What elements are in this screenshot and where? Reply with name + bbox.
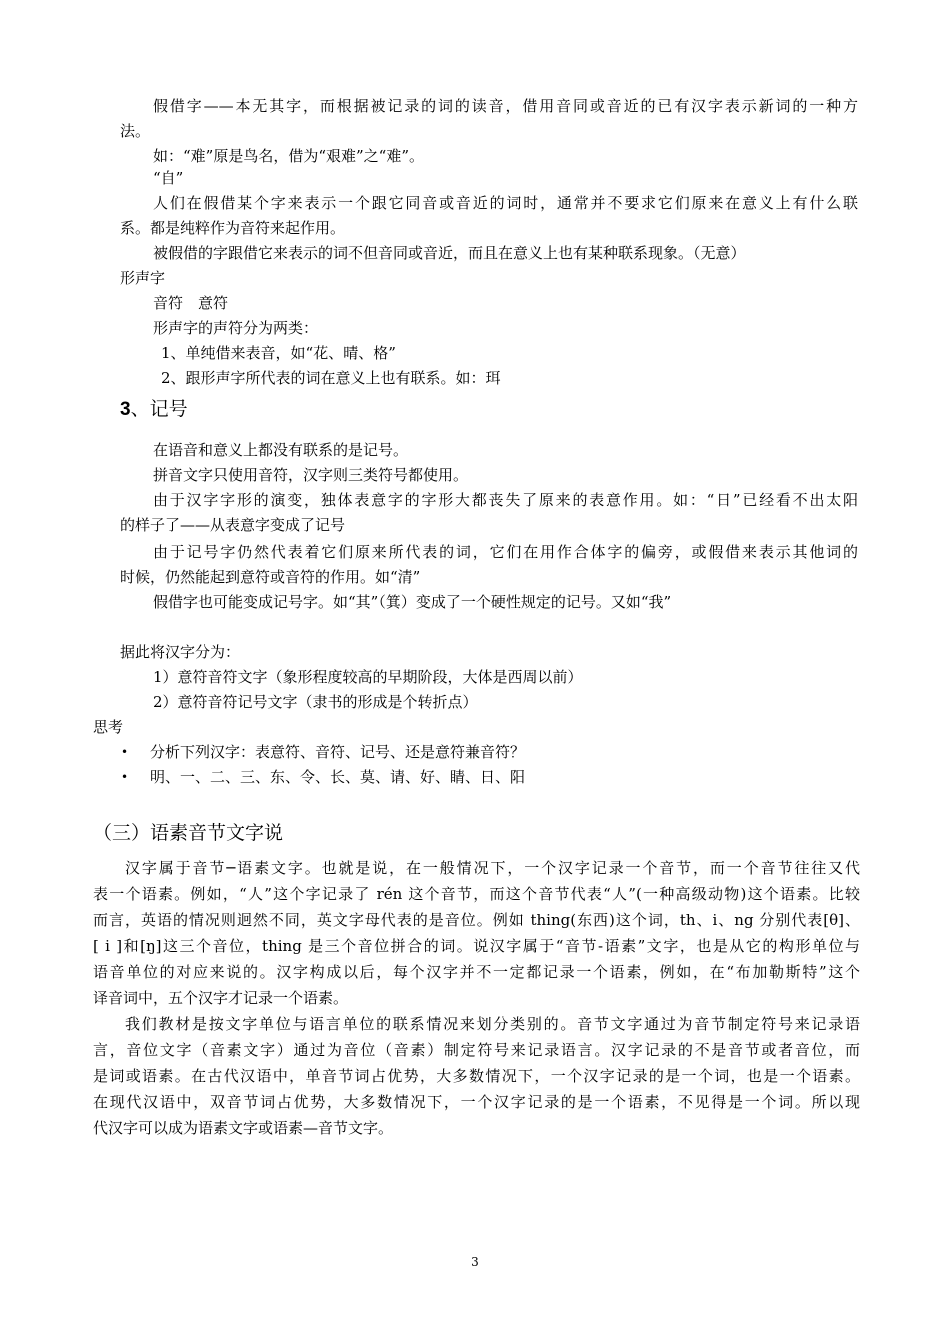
paragraph2-line: 我们教材是按文字单位与语言单位的联系情况来划分类别的。音节文字通过为音节制定符号来记录语 [125,1015,860,1033]
paragraph1-line: [ i ]和[ŋ]这三个音位，thing 是三个音位拼合的词。说汉字属于“音节-语素”文字，也是从它的构形单位与 [93,937,860,955]
fenlei-intro: 据此将汉字分为： [120,643,241,661]
fenlei-item-2: 2）意符音符记号文字（隶书的形成是个转折点） [153,693,478,711]
paragraph1-line: 表一个语素。例如，“人”这个字记录了 rén 这个音节，而这个音节代表“人”(一种高级动物)这个语素。比较 [93,885,860,903]
paragraph1-line: 而言，英语的情况则迥然不同，英文字母代表的是音位。例如 thing(东西)这个词，th、i、ng 分别代表[θ]、 [93,911,860,929]
jihao-heading-number: 3 [120,399,131,420]
jihao-function-line1: 由于记号字仍然代表着它们原来所代表的词，它们在用作合体字的偏旁，或假借来表示其他词的 [153,543,858,561]
jihao-heading-text: 、记号 [130,398,188,420]
jiajie-example: 如：“难”原是鸟名，借为“艰难”之“难”。 [153,147,425,165]
paragraph1-line: 译音词中，五个汉字才记录一个语素。 [93,989,349,1007]
paragraph2-line: 言，音位文字（音素文字）通过为音位（音素）制定符号来记录语言。汉字记录的不是音节或者音位，而 [93,1041,860,1059]
xingsheng-type1: 1、单纯借来表音，如“花、晴、格” [161,344,396,362]
jihao-jiajie-note: 假借字也可能变成记号字。如“其”（箕）变成了一个硬性规定的记号。又如“我” [153,593,672,611]
jihao-function-line2: 时候，仍然能起到意符或音符的作用。如“清” [120,568,421,586]
jihao-definition: 在语音和意义上都没有联系的是记号。 [153,441,409,459]
paragraph1-line: 语音单位的对应来说的。汉字构成以后，每个汉字并不一定都记录一个语素，例如，在“布加勒斯特”这个 [93,963,860,981]
jiajie-example-zi: “自” [153,169,184,187]
section-heading: （三）语素音节文字说 [93,822,284,844]
jiajie-explain-line2: 系。都是纯粹作为音符来起作用。 [120,219,346,237]
jihao-heading [120,397,188,422]
jihao-usage: 拼音文字只使用音符，汉字则三类符号都使用。 [153,466,469,484]
xingsheng-intro: 形声字的声符分为两类： [153,319,319,337]
paragraph2-line: 是词或语素。在古代汉语中，单音节词占优势，大多数情况下，一个汉字记录的是一个词，也是一个语素。 [93,1067,860,1085]
sikao-question: 分析下列汉字：表意符、音符、记号、还是意符兼音符？ [150,743,526,761]
jiajie-definition-line2: 法。 [120,122,151,140]
xingsheng-heading: 形声字 [120,269,166,287]
page-number: 3 [471,1255,479,1269]
jihao-evolution-line2: 的样子了——从表意字变成了记号 [120,516,346,534]
xingsheng-type2: 2、跟形声字所代表的词在意义上也有联系。如：珥 [161,369,501,387]
jiajie-note: 被假借的字跟借它来表示的词不但音同或音近，而且在意义上也有某种联系现象。（无意） [153,244,746,262]
sikao-heading: 思考 [93,718,124,736]
paragraph1-line: 汉字属于音节─语素文字。也就是说，在一般情况下，一个汉字记录一个音节，而一个音节往往又代 [125,859,860,877]
jiajie-definition-line1: 假借字——本无其字，而根据被记录的词的读音，借用音同或音近的已有汉字表示新词的一种方 [153,97,858,115]
bullet-1: • [121,745,129,759]
fenlei-item-1: 1）意符音符文字（象形程度较高的早期阶段，大体是西周以前） [153,668,583,686]
paragraph2-line: 代汉字可以成为语素文字或语素—音节文字。 [93,1119,394,1137]
paragraph2-line: 在现代汉语中，双音节词占优势，大多数情况下，一个汉字记录的是一个语素，不见得是一个词。所以现 [93,1093,860,1111]
sikao-characters: 明、一、二、三、东、令、长、莫、请、好、睛、日、阳 [150,768,526,786]
bullet-2: • [121,770,129,784]
jiajie-explain-line1: 人们在假借某个字来表示一个跟它同音或音近的词时，通常并不要求它们原来在意义上有什么联 [153,194,858,212]
xingsheng-components: 音符 意符 [153,294,229,312]
jihao-evolution-line1: 由于汉字字形的演变，独体表意字的字形大都丧失了原来的表意作用。如：“日”已经看不出太阳 [153,491,858,509]
